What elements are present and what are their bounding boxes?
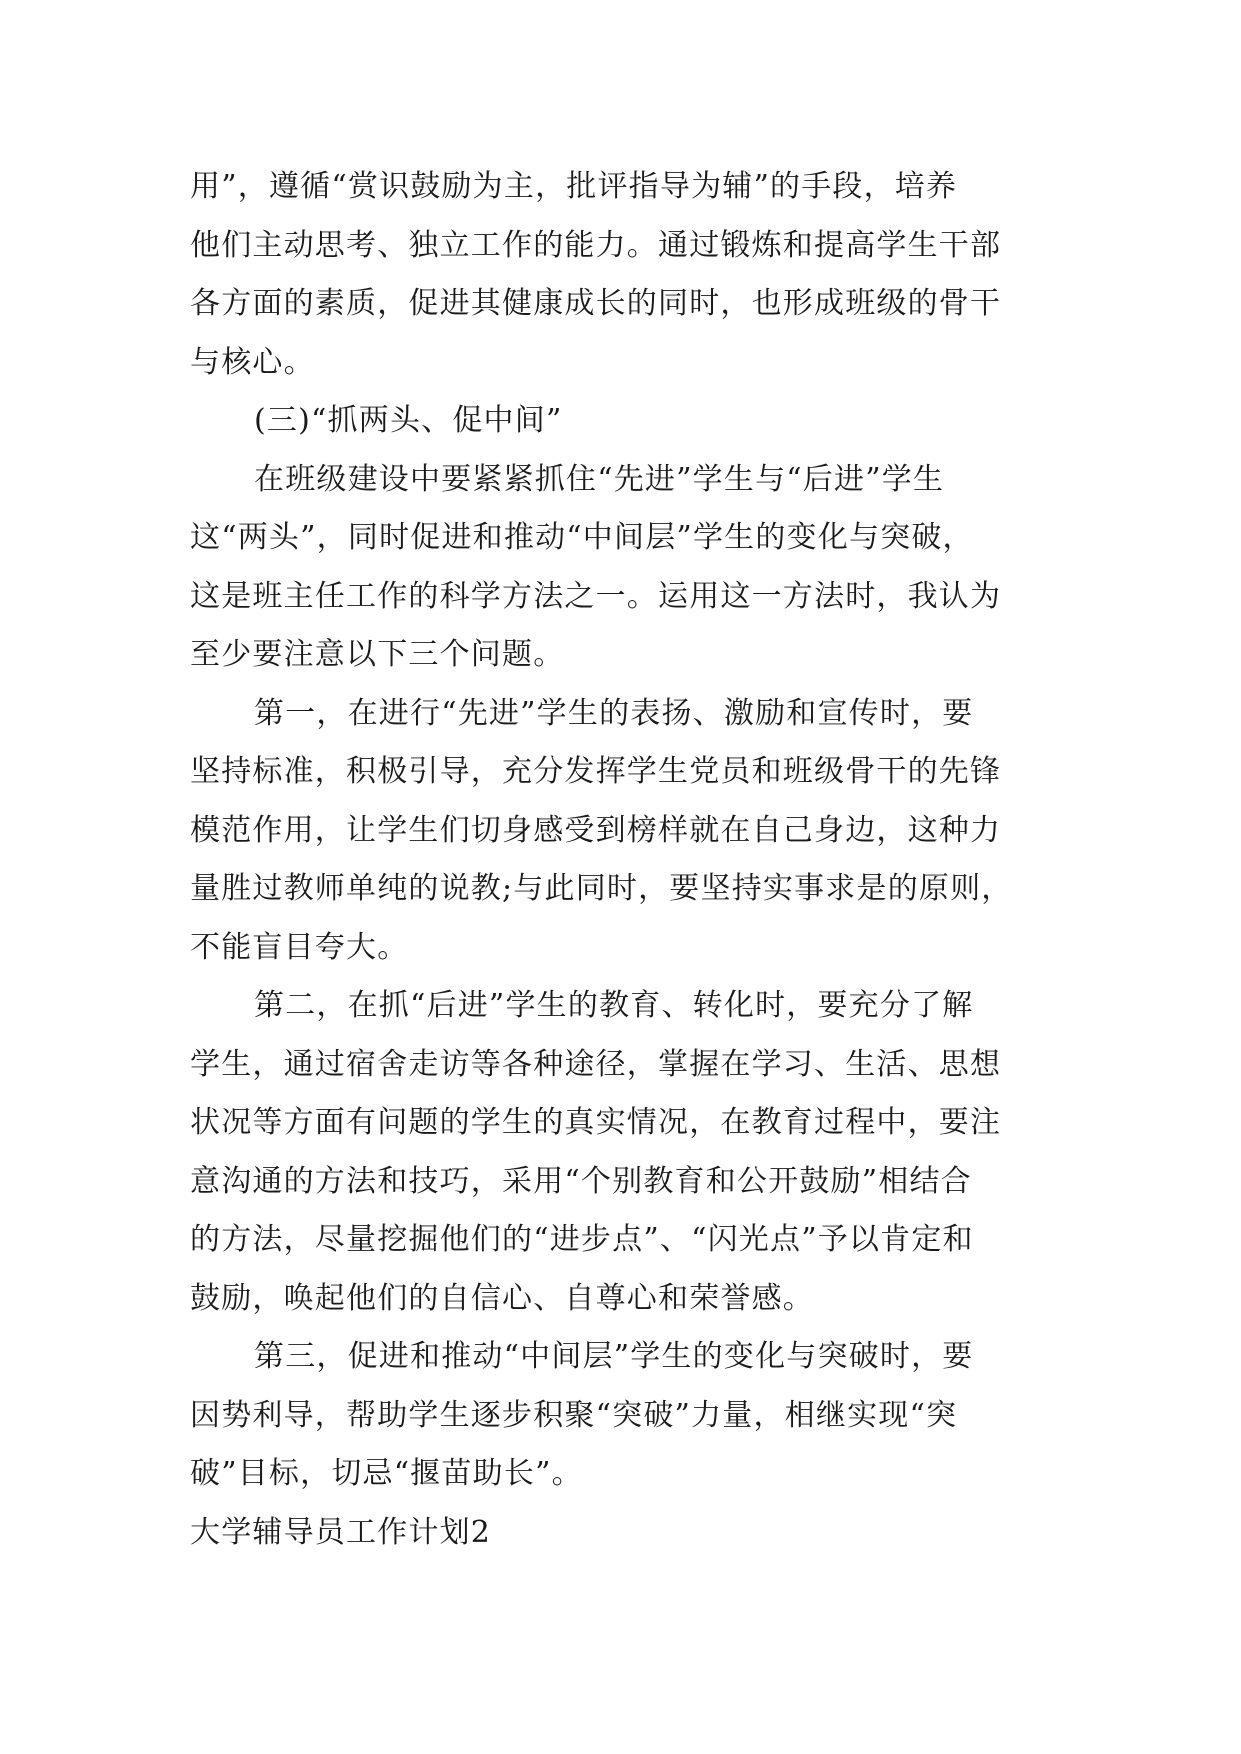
document-heading: 大学辅导员工作计划2 xyxy=(190,1514,492,1550)
paragraph-first-line: 第二，在抓“后进”学生的教育、转化时，要充分了解 xyxy=(254,988,974,1023)
section-heading: (三)“抓两头、促中间” xyxy=(254,403,563,438)
text-line: 因势利导，帮助学生逐步积聚“突破”力量，相继实现“突 xyxy=(190,1397,958,1433)
text-line: 破”目标，切忌“揠苗助长”。 xyxy=(190,1456,583,1491)
text-line: 模范作用，让学生们切身感受到榜样就在自己身边，这种力 xyxy=(190,812,1002,848)
text-line: 与核心。 xyxy=(190,344,315,380)
paragraph-first-line: 第一，在进行“先进”学生的表扬、激励和宣传时，要 xyxy=(254,695,974,731)
text-line: 状况等方面有问题的学生的真实情况，在教育过程中，要注 xyxy=(190,1105,1002,1140)
text-line: 他们主动思考、独立工作的能力。通过锻炼和提高学生干部 xyxy=(190,227,1002,263)
text-line: 至少要注意以下三个问题。 xyxy=(190,637,565,672)
paragraph-first-line: 在班级建设中要紧紧抓住“先进”学生与“后进”学生 xyxy=(254,461,945,497)
text-line: 用”，遵循“赏识鼓励为主，批评指导为辅”的手段，培养 xyxy=(190,169,958,204)
text-line: 各方面的素质，促进其健康成长的同时，也形成班级的骨干 xyxy=(190,286,1002,321)
text-line: 学生，通过宿舍走访等各种途径，掌握在学习、生活、思想 xyxy=(190,1046,1002,1082)
text-line: 这是班主任工作的科学方法之一。运用这一方法时，我认为 xyxy=(190,578,1002,614)
text-line: 鼓励，唤起他们的自信心、自尊心和荣誉感。 xyxy=(190,1280,814,1316)
text-line: 坚持标准，积极引导，充分发挥学生党员和班级骨干的先锋 xyxy=(190,754,1002,789)
text-line: 这“两头”，同时促进和推动“中间层”学生的变化与突破， xyxy=(190,520,974,555)
text-line: 不能盲目夸大。 xyxy=(190,929,409,965)
paragraph-first-line: 第三，促进和推动“中间层”学生的变化与突破时，要 xyxy=(254,1339,974,1374)
document-body xyxy=(190,158,1060,1562)
text-line: 的方法，尽量挖掘他们的“进步点”、“闪光点”予以肯定和 xyxy=(190,1222,974,1257)
text-line: 意沟通的方法和技巧，采用“个别教育和公开鼓励”相结合 xyxy=(190,1163,972,1199)
text-line: 量胜过教师单纯的说教;与此同时，要坚持实事求是的原则， xyxy=(190,871,1013,906)
